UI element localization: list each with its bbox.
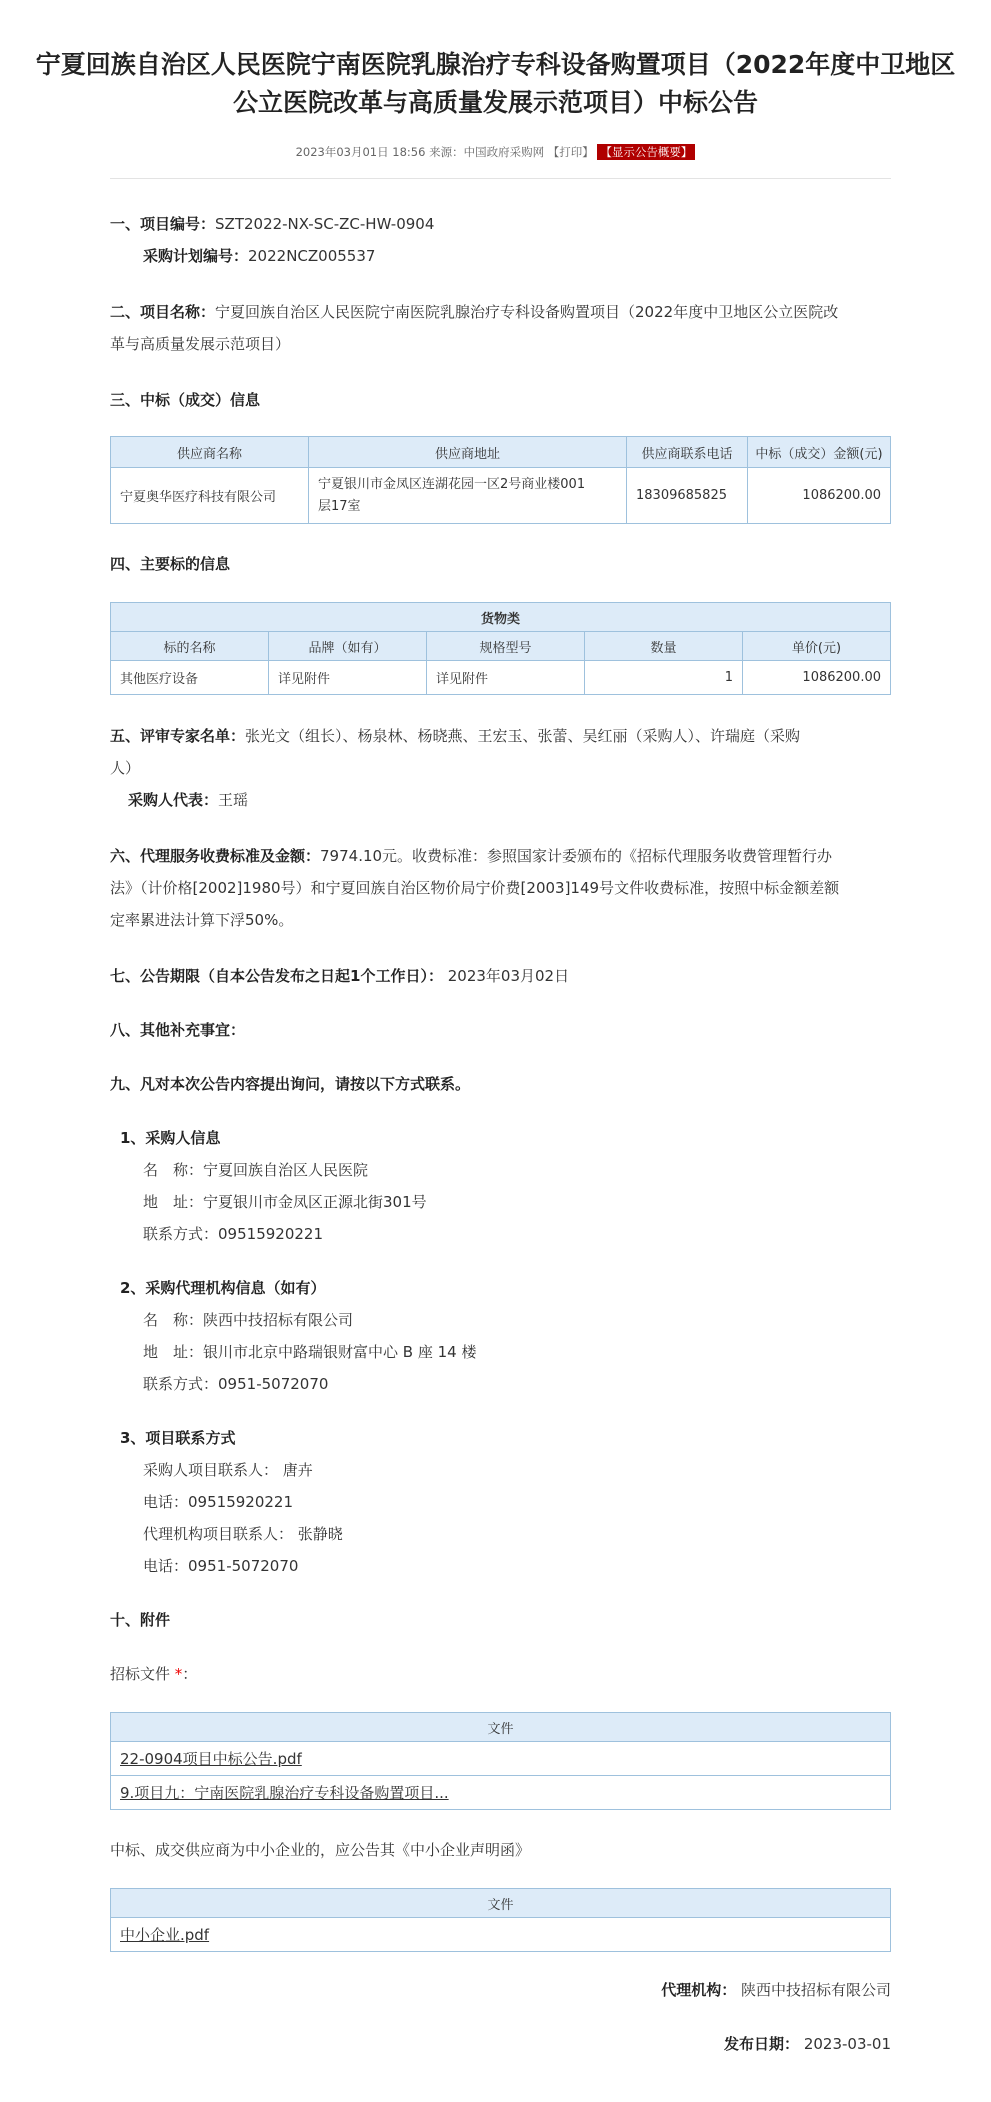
col-spec: 规格型号: [427, 632, 585, 661]
tender-files-table: [110, 1712, 891, 1810]
purchaser-rep-value: 王瑶: [218, 791, 249, 809]
agency-person: 张静晓: [297, 1525, 343, 1543]
col-unit-price: 单价(元): [743, 632, 891, 661]
col-supplier-name: 供应商名称: [111, 437, 309, 468]
publish-datetime: 2023年03月01日 18:56: [295, 145, 426, 159]
agency-person-row: [143, 1518, 343, 1550]
contact-heading: 九、凡对本次公告内容提出询问，请按以下方式联系。: [110, 1075, 471, 1093]
project-name-value-2: 革与高质量发展示范项目）: [110, 335, 291, 353]
source-label: 来源：: [429, 145, 464, 159]
agency-fee-value-1: 7974.10元。收费标准：参照国家计委颁布的《招标代理服务收费管理暂行办: [320, 847, 833, 865]
agency-fee-value-3: 定率累进法计算下浮50%。: [110, 911, 294, 929]
supplier-address-line-1: 宁夏银川市金凤区连湖花园一区2号商业楼001: [318, 476, 586, 492]
award-table: [110, 436, 891, 524]
plan-number-label: 采购计划编号：: [143, 247, 249, 265]
agency-address-row: [143, 1336, 476, 1368]
purchaser-rep-label: 采购人代表：: [128, 791, 219, 809]
supplier-address: [309, 468, 627, 524]
agency-phone-label: 电话：: [143, 1557, 189, 1575]
purchaser-address: 宁夏银川市金凤区正源北街301号: [203, 1193, 427, 1211]
project-name-label: 二、项目名称：: [110, 303, 216, 321]
supplier-address-line-2: 层17室: [318, 498, 361, 514]
purchaser-contact: 09515920221: [218, 1225, 323, 1243]
purchaser-phone-label: 电话：: [143, 1493, 189, 1511]
supplier-name: 宁夏奥华医疗科技有限公司: [111, 468, 309, 524]
sme-note: 中标、成交供应商为中小企业的，应公告其《中小企业声明函》: [110, 1841, 531, 1859]
file-link-1[interactable]: 22-0904项目中标公告.pdf: [120, 1750, 302, 1768]
item-quantity: 1: [585, 661, 743, 695]
table-row: [111, 1918, 891, 1952]
show-summary-button[interactable]: 【显示公告概要】: [597, 144, 695, 160]
attachments-heading: 十、附件: [110, 1611, 171, 1629]
files-col-header: 文件: [111, 1713, 891, 1742]
col-supplier-phone: 供应商联系电话: [627, 437, 748, 468]
agency-fee-label: 六、代理服务收费标准及金额：: [110, 847, 321, 865]
main-items-heading: 四、主要标的信息: [110, 555, 231, 573]
page-title: [0, 46, 991, 122]
table-row: [111, 468, 891, 524]
sme-files-table: [110, 1888, 891, 1952]
plan-number-row: [143, 240, 375, 272]
tender-files-label-row: [110, 1658, 197, 1690]
experts-row: [110, 720, 800, 752]
table-row: [111, 1776, 891, 1810]
sme-file-link[interactable]: 中小企业.pdf: [120, 1926, 210, 1944]
agency-phone: 0951-5072070: [188, 1557, 299, 1575]
notice-period-row: [110, 960, 569, 992]
table-row: [111, 1742, 891, 1776]
sme-col-header: 文件: [111, 1889, 891, 1918]
file-link-2[interactable]: 9.项目九：宁南医院乳腺治疗专科设备购置项目...: [120, 1784, 449, 1802]
supplier-phone: 18309685825: [627, 468, 748, 524]
file-cell: [111, 1742, 891, 1776]
item-name: 其他医疗设备: [111, 661, 269, 695]
other-matters-heading: 八、其他补充事宜：: [110, 1021, 246, 1039]
table-row: [111, 661, 891, 695]
agency-info-title: 2、采购代理机构信息（如有）: [120, 1279, 326, 1297]
items-table: [110, 602, 891, 695]
goods-category: 货物类: [111, 603, 891, 632]
col-item-name: 标的名称: [111, 632, 269, 661]
agency-phone-row: [143, 1550, 298, 1582]
title-line-1: 宁夏回族自治区人民医院宁南医院乳腺治疗专科设备购置项目（2022年度中卫地区: [35, 50, 956, 79]
purchaser-person-row: [143, 1454, 313, 1486]
purchaser-address-label: 地 址：: [143, 1193, 204, 1211]
source-value: 中国政府采购网: [463, 145, 545, 159]
purchaser-phone-row: [143, 1486, 293, 1518]
agency-footer-row: [661, 1974, 891, 2006]
agency-contact: 0951-5072070: [218, 1375, 329, 1393]
file-cell: [111, 1776, 891, 1810]
tender-files-label: 招标文件: [110, 1665, 171, 1683]
award-info-heading: 三、中标（成交）信息: [110, 391, 261, 409]
publish-date-row: [724, 2028, 891, 2060]
experts-value-1: 张光文（组长）、杨泉林、杨晓燕、王宏玉、张蕾、吴红丽（采购人）、许瑞庭（采购: [245, 727, 801, 745]
project-name-value-1: 宁夏回族自治区人民医院宁南医院乳腺治疗专科设备购置项目（2022年度中卫地区公立医院改: [215, 303, 839, 321]
agency-fee-value-2: 法》（计价格[2002]1980号）和宁夏回族自治区物价局宁价费[2003]149号文件收费标准，按照中标金额差额: [110, 879, 840, 897]
agency-footer-value: 陕西中技招标有限公司: [740, 1981, 891, 1999]
notice-period-value: 2023年03月02日: [447, 967, 570, 985]
purchaser-name: 宁夏回族自治区人民医院: [203, 1161, 369, 1179]
col-brand: 品牌（如有）: [269, 632, 427, 661]
project-number-label: 一、项目编号：: [110, 215, 216, 233]
award-amount: 1086200.00: [748, 468, 891, 524]
item-spec: 详见附件: [427, 661, 585, 695]
purchaser-rep-row: [128, 784, 248, 816]
purchaser-info-title: 1、采购人信息: [120, 1129, 221, 1147]
tender-files-colon: ：: [182, 1665, 198, 1683]
meta-bar: [0, 144, 991, 160]
project-number-row: [110, 208, 434, 240]
agency-address-label: 地 址：: [143, 1343, 204, 1361]
plan-number-value: 2022NCZ005537: [248, 247, 376, 265]
agency-footer-label: 代理机构：: [661, 1981, 737, 1999]
required-star: *: [174, 1665, 183, 1683]
agency-contact-row: [143, 1368, 328, 1400]
col-quantity: 数量: [585, 632, 743, 661]
agency-person-label: 代理机构项目联系人：: [143, 1525, 294, 1543]
purchaser-person: 唐卉: [282, 1461, 313, 1479]
agency-contact-label: 联系方式：: [143, 1375, 219, 1393]
publish-date-value: 2023-03-01: [803, 2035, 891, 2053]
purchaser-name-row: [143, 1154, 368, 1186]
project-number-value: SZT2022-NX-SC-ZC-HW-0904: [215, 215, 435, 233]
agency-name: 陕西中技招标有限公司: [203, 1311, 354, 1329]
purchaser-phone: 09515920221: [188, 1493, 293, 1511]
project-contact-title: 3、项目联系方式: [120, 1429, 236, 1447]
experts-label: 五、评审专家名单：: [110, 727, 246, 745]
print-link[interactable]: 【打印】: [547, 145, 594, 159]
title-line-2: 公立医院改革与高质量发展示范项目）中标公告: [232, 88, 758, 117]
item-brand: 详见附件: [269, 661, 427, 695]
notice-period-label: 七、公告期限（自本公告发布之日起1个工作日）：: [110, 967, 443, 985]
project-name-row: [110, 296, 838, 328]
purchaser-person-label: 采购人项目联系人：: [143, 1461, 279, 1479]
purchaser-contact-label: 联系方式：: [143, 1225, 219, 1243]
agency-name-row: [143, 1304, 353, 1336]
agency-fee-row: [110, 840, 832, 872]
purchaser-name-label: 名 称：: [143, 1161, 204, 1179]
agency-address: 银川市北京中路瑞银财富中心 B 座 14 楼: [203, 1343, 477, 1361]
item-unit-price: 1086200.00: [743, 661, 891, 695]
agency-name-label: 名 称：: [143, 1311, 204, 1329]
divider: [110, 178, 891, 179]
purchaser-address-row: [143, 1186, 427, 1218]
file-cell: [111, 1918, 891, 1952]
col-supplier-address: 供应商地址: [309, 437, 627, 468]
publish-date-label: 发布日期：: [724, 2035, 800, 2053]
experts-value-2: 人）: [110, 759, 141, 777]
col-award-amount: 中标（成交）金额(元): [748, 437, 891, 468]
purchaser-contact-row: [143, 1218, 323, 1250]
